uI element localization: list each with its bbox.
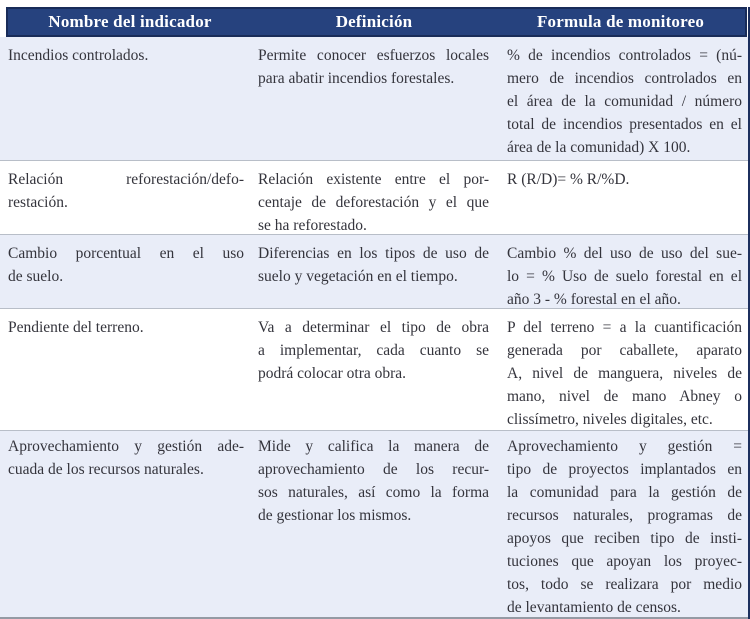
cell-formula: Aprovechamiento y gestión = tipo de proyectos implantados en la comunidad para la gestión de recursos naturales, programas de apoyos que reciben tipo de insti- tuciones que apoyan los proyec- tos, todo se realizara por medio de levantamiento de censos. bbox=[507, 438, 742, 616]
cell-indicador: Aprovechamiento y gestión ade- cuada de los recursos naturales. bbox=[8, 438, 244, 478]
cell-indicador: Incendios controlados. bbox=[8, 47, 149, 64]
cell-indicador: Relación reforestación/defo- restación. bbox=[8, 171, 244, 211]
cell-formula: P del terreno = a la cuantificación generada por caballete, aparato A, nivel de manguera, niveles de mano, nivel de mano Abney o clissímetro, niveles digitales, etc. bbox=[507, 319, 742, 428]
column-header-formula-de-monitoreo: Formula de monitoreo bbox=[536, 12, 705, 31]
column-header-definicion: Definición bbox=[335, 12, 413, 31]
table-row-pendiente-del-terreno bbox=[0, 308, 750, 430]
cell-definicion: Relación existente entre el por- centaje de deforestación y el que se ha reforestado. bbox=[258, 171, 489, 234]
cell-definicion: Va a determinar el tipo de obra a implementar, cada cuanto se podrá colocar otra obra. bbox=[258, 319, 489, 382]
table-row-relacion-reforestacion-deforestacion bbox=[0, 160, 750, 234]
column-header-nombre-del-indicador: Nombre del indicador bbox=[48, 12, 212, 31]
table-row-incendios-controlados bbox=[0, 37, 750, 160]
cell-definicion: Mide y califica la manera de aprovechamiento de los recur- sos naturales, así como la forma de gestionar los mismos. bbox=[258, 438, 489, 524]
cell-formula: R (R/D)= % R/%D. bbox=[507, 171, 630, 188]
table-row-cambio-porcentual-uso-de-suelo bbox=[0, 234, 750, 308]
table-row-aprovechamiento-y-gestion bbox=[0, 430, 750, 619]
cell-formula: % de incendios controlados = (nú- mero de incendios controlados en el área de la comunidad / número total de incendios presentados en el área de la comunidad) X 100. bbox=[507, 47, 742, 156]
cell-formula: Cambio % del uso de uso del sue- lo = % Uso de suelo forestal en el año 3 - % forestal en el año. bbox=[507, 245, 742, 308]
cell-definicion: Diferencias en los tipos de uso de suelo y vegetación en el tiempo. bbox=[258, 245, 489, 285]
table-header-row bbox=[6, 7, 747, 37]
table-body bbox=[0, 37, 750, 619]
cell-indicador: Pendiente del terreno. bbox=[8, 319, 144, 336]
cell-definicion: Permite conocer esfuerzos locales para abatir incendios forestales. bbox=[258, 47, 489, 87]
cell-indicador: Cambio porcentual en el uso de suelo. bbox=[8, 245, 244, 285]
